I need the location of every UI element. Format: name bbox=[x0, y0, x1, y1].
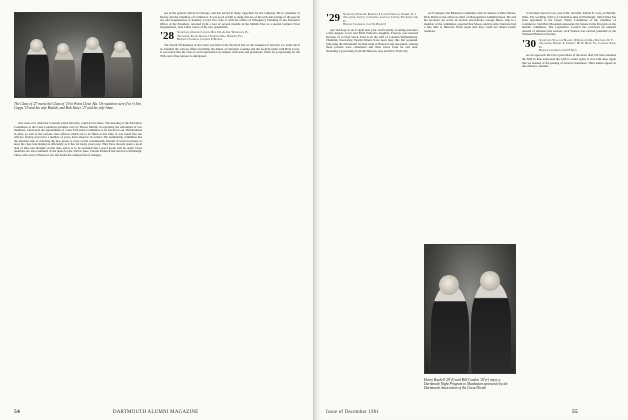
class-1929-header bbox=[326, 13, 418, 27]
treasurer-line: Treasurer, Frank Harris, 174 Anson Dr., Dunedin, Fla. bbox=[177, 33, 244, 38]
photo-caption: Henry Buchell '28 (l) and Bill Condon '29 (r) enjoy a Dartmouth Night Program in Manhattan sponsored by the Dartmouth Association of the Great Divide. bbox=[424, 378, 508, 391]
bequest-line: Bequest Chairman, Charles F. Becker bbox=[177, 37, 223, 42]
class-notes-text: As we approach the fall a great share of the more than 100 who attended the 30th in June expressed the wish to return again. It was with deep regret that we learned of the passing of several classmates. Their names appear in the obituary columns. bbox=[522, 53, 616, 69]
issue-date: Issue of December 1961 bbox=[326, 410, 380, 415]
class-numeral: '30 bbox=[522, 38, 537, 50]
column-text: gas in the general offices in Chicago, and has served in many capacities for the company. He is a member of Rotary and the Chamber of Commerce. It was good of him to make full use of his wide knowledge of the special use and requirements of industry. Lloyd Fox, who is with the Office of Emergency Planning in the Executive Office of the President, returned from a tour of several months in the Middle East as a special Cultural Trust Organization. Jack Chute writes of his new grandchild. bbox=[160, 12, 300, 30]
page-number: 54 bbox=[14, 409, 20, 415]
right-page bbox=[314, 0, 628, 420]
secretary-line: Secretary, Wallace Blakey, 36 Roswood Dr., Newtown, N. Y. bbox=[539, 38, 613, 42]
dartmouth-night-photo bbox=[424, 244, 516, 374]
treasurer-line: Treasurer, John C. Cornelius, Gateway Center, Pittsburgh 22, Pa. bbox=[343, 15, 418, 23]
treasurer-line: Treasurer, Robert A. Embrey, 60 W. River St., Carlisle Park, Pa. bbox=[539, 41, 616, 49]
column-text: to Norman Stewart Carr, son of Mr. and Mrs. Robert E. Carr, of Oberlin, Ohio. The wedding will be at Christmas time in Pittsburgh. John Fisher has been appointed to the Upper Valley Committee of the Chamber of Commerce. Sam Bob Mossman represents the Senate in the Program on the interim committee. The Legislative Council has reviewed an unusual amount of business this session. Jack Watson was elected president of the Vermont Historical Society. bbox=[522, 12, 616, 37]
photo-caption: The Class of '27 meets the Class of '19 in Point Clear, Ala. On vacation were (l to r) Jim Capps '19 and his wife Beulah, and Bob Staier '27 and his wife Anne. bbox=[14, 102, 141, 111]
secretary-line: Secretary, Osmond Jackson, Box 321, Alpine, Wenhaven, Pa. bbox=[177, 31, 249, 35]
column-text: ser Forquerer and Business Committee with an address at Ohio House. Dick Bobin is the editor-in-chief of Management Administration. He and his secretary are active in several associations. George Bates, who is a member of the committee, reported that Moore and his wife Charlotte had a fine time at Hanover. Both regret that they could not attend earlier reunions. bbox=[424, 12, 516, 33]
left-footer bbox=[14, 409, 304, 416]
left-column-2 bbox=[160, 12, 300, 404]
class-numeral: '29 bbox=[326, 13, 341, 24]
right-column-3 bbox=[522, 12, 616, 404]
class-notes-text: The fourth '28 Reunion of the Class was held at the Norwich Inn on the weekend of October 14. Some 40 of us attended the various affairs including the dinner on Saturday evening and the football game with Holy Cross. It was noted that the class is well represented on campus with sons and grandsons. Plans are progressing for the 35th, and a fine turnout is anticipated. bbox=[160, 43, 300, 58]
right-column-2 bbox=[424, 12, 516, 238]
class-1928-header bbox=[160, 31, 300, 42]
bequest-line: Bequest Chairman, John P. Rich bbox=[539, 48, 577, 53]
class-1930-header bbox=[522, 39, 616, 53]
column-text: day and hope to do it again next year. Jean's hobby is sailing and she's a fine skipper. Crow and Ethie Pollock's daughter, Frances, was married October 21 to Fred Stock. Fred is on the staff of Colonial Williamsburg. Thankful, fun-loving Twenty-Niners have been busy this fall weekend, following the Dartmouth football team at Hanover and elsewhere. Among those present were classmates and their wives from far and near, including a good many from the Hanover area and New York City. bbox=[326, 27, 418, 53]
left-column-1 bbox=[14, 122, 142, 404]
class-numeral: '28 bbox=[160, 31, 175, 43]
right-footer bbox=[326, 409, 616, 416]
magazine-name: DARTMOUTH ALUMNI MAGAZINE bbox=[112, 410, 199, 415]
page-number: 55 bbox=[572, 409, 579, 415]
column-text: who took over when the Councils found that they could not be there. The meeting of the Executive Committee at the Class Luncheon presided over by Howie Mollin, in regretting the retirement of two members, sanctioned the appointment of a new Executive Committee to be elected at our 35th Reunion in June, as well as the various class officers which are to be filled at that time. It was noted that our officers, having served for a number of years, have asked to be retired. The nominating committee has the pleasant task of selecting the new group to carry on the considerable amount of work necessary to keep the class functioning as efficiently as it has for many years past. They have already spent a good deal of time and thought on this task, and it is to be assumed that a good group will be ready. Class members are also reminded of the plans for the 35th in June. Charlie Paddock has moved to Pittsburgh. Those who were at Hanover last fall found the campus full of changes. bbox=[14, 122, 142, 157]
secretary-line: Secretary, Edwin R. Redding, 6 Carter Terrace, Summit, N. J. bbox=[343, 13, 417, 16]
right-column-1 bbox=[326, 12, 418, 404]
bequest-line: Bequest Chairman, Jack W. Burnett bbox=[343, 22, 387, 27]
class-photo-1927-1919 bbox=[14, 12, 142, 98]
